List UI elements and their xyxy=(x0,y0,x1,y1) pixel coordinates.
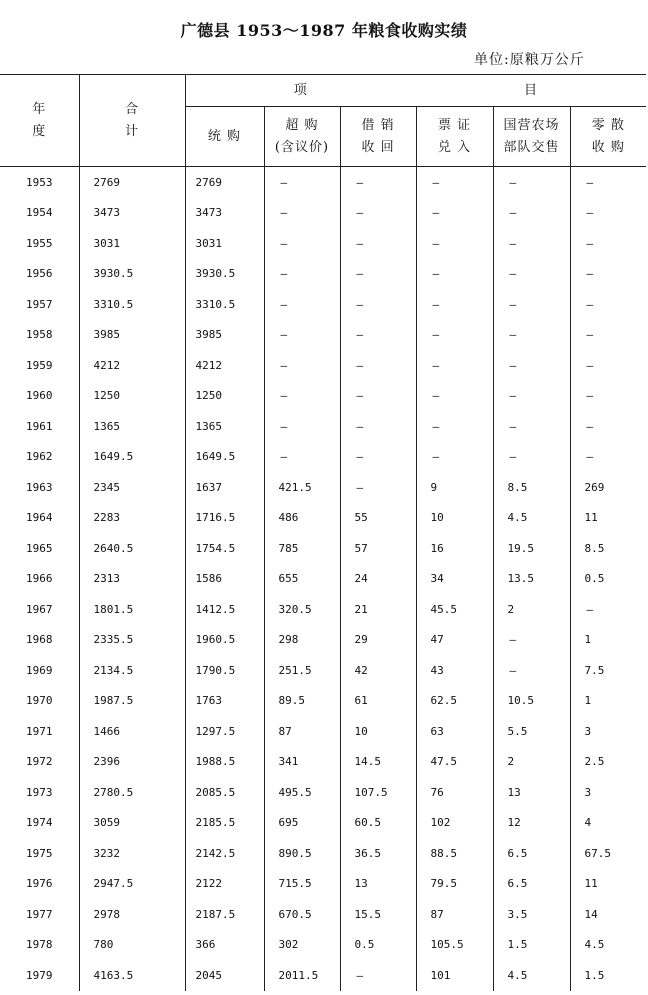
cell-piaozheng: 34 xyxy=(416,564,493,595)
cell-chaogou: 251.5 xyxy=(264,655,340,686)
cell-jiexiao: 57 xyxy=(340,533,416,564)
table-row xyxy=(0,198,646,229)
cell-tonggou: 1637 xyxy=(185,472,264,503)
cell-guoying: 8.5 xyxy=(493,472,570,503)
cell-jiexiao: — xyxy=(340,472,416,503)
cell-piaozheng: 62.5 xyxy=(416,686,493,717)
cell-total: 3232 xyxy=(79,838,185,869)
cell-year: 1974 xyxy=(26,816,53,830)
cell-lingsan: 14 xyxy=(570,899,646,930)
cell-tonggou: 1960.5 xyxy=(185,625,264,656)
cell-total: 1801.5 xyxy=(79,594,185,625)
cell-chaogou: 655 xyxy=(264,564,340,595)
cell-chaogou: 89.5 xyxy=(264,686,340,717)
cell-piaozheng: — xyxy=(416,167,493,198)
cell-total: 2283 xyxy=(79,503,185,534)
table-row xyxy=(0,869,646,900)
cell-guoying: 4.5 xyxy=(493,503,570,534)
cell-jiexiao: — xyxy=(340,350,416,381)
cell-total: 3985 xyxy=(79,320,185,351)
cell-year: 1960 xyxy=(26,389,53,403)
table-row xyxy=(0,747,646,778)
cell-piaozheng: 87 xyxy=(416,899,493,930)
cell-tonggou: 1365 xyxy=(185,411,264,442)
cell-year: 1955 xyxy=(26,236,53,250)
cell-lingsan: 11 xyxy=(570,503,646,534)
cell-tonggou: 3310.5 xyxy=(185,289,264,320)
cell-jiexiao: — xyxy=(340,320,416,351)
cell-piaozheng: 45.5 xyxy=(416,594,493,625)
cell-year: 1969 xyxy=(26,663,53,677)
cell-chaogou: — xyxy=(264,320,340,351)
cell-lingsan: 269 xyxy=(570,472,646,503)
table-row xyxy=(0,442,646,473)
cell-guoying: 5.5 xyxy=(493,716,570,747)
table-row xyxy=(0,899,646,930)
cell-piaozheng: 43 xyxy=(416,655,493,686)
cell-chaogou: — xyxy=(264,381,340,412)
cell-lingsan: 11 xyxy=(570,869,646,900)
cell-chaogou: 695 xyxy=(264,808,340,839)
table-row xyxy=(0,960,646,991)
cell-jiexiao: 13 xyxy=(340,869,416,900)
cell-year: 1957 xyxy=(26,297,53,311)
cell-year: 1967 xyxy=(26,602,53,616)
cell-year: 1963 xyxy=(26,480,53,494)
cell-tonggou: 2769 xyxy=(185,167,264,198)
cell-total: 1649.5 xyxy=(79,442,185,473)
cell-lingsan: — xyxy=(570,228,646,259)
cell-lingsan: 3 xyxy=(570,716,646,747)
cell-lingsan: — xyxy=(570,594,646,625)
cell-year: 1953 xyxy=(26,175,53,189)
cell-piaozheng: — xyxy=(416,198,493,229)
cell-year: 1971 xyxy=(26,724,53,738)
cell-lingsan: — xyxy=(570,350,646,381)
cell-piaozheng: — xyxy=(416,228,493,259)
cell-lingsan: — xyxy=(570,411,646,442)
table-row xyxy=(0,167,646,198)
cell-piaozheng: 105.5 xyxy=(416,930,493,961)
cell-year: 1970 xyxy=(26,694,53,708)
unit-label: 单位:原粮万公斤 xyxy=(474,52,585,68)
cell-jiexiao: 42 xyxy=(340,655,416,686)
cell-jiexiao: — xyxy=(340,411,416,442)
cell-tonggou: 1988.5 xyxy=(185,747,264,778)
cell-total: 1365 xyxy=(79,411,185,442)
cell-lingsan: 1.5 xyxy=(570,960,646,991)
cell-tonggou: 1790.5 xyxy=(185,655,264,686)
cell-year: 1972 xyxy=(26,755,53,769)
cell-chaogou: 298 xyxy=(264,625,340,656)
cell-jiexiao: 29 xyxy=(340,625,416,656)
cell-total: 3059 xyxy=(79,808,185,839)
cell-total: 2335.5 xyxy=(79,625,185,656)
cell-lingsan: 1 xyxy=(570,686,646,717)
cell-guoying: — xyxy=(493,411,570,442)
cell-jiexiao: 55 xyxy=(340,503,416,534)
cell-chaogou: 320.5 xyxy=(264,594,340,625)
cell-chaogou: — xyxy=(264,228,340,259)
cell-piaozheng: 76 xyxy=(416,777,493,808)
cell-chaogou: — xyxy=(264,411,340,442)
cell-piaozheng: 102 xyxy=(416,808,493,839)
table-row xyxy=(0,808,646,839)
cell-total: 3473 xyxy=(79,198,185,229)
cell-total: 2947.5 xyxy=(79,869,185,900)
cell-tonggou: 1754.5 xyxy=(185,533,264,564)
cell-year: 1964 xyxy=(26,511,53,525)
header-group-left: 项 xyxy=(185,75,416,107)
cell-total: 780 xyxy=(79,930,185,961)
cell-jiexiao: 10 xyxy=(340,716,416,747)
cell-lingsan: — xyxy=(570,259,646,290)
cell-year: 1965 xyxy=(26,541,53,555)
cell-lingsan: 0.5 xyxy=(570,564,646,595)
cell-total: 2134.5 xyxy=(79,655,185,686)
cell-piaozheng: 88.5 xyxy=(416,838,493,869)
cell-jiexiao: — xyxy=(340,198,416,229)
cell-chaogou: 715.5 xyxy=(264,869,340,900)
cell-jiexiao: — xyxy=(340,167,416,198)
cell-piaozheng: — xyxy=(416,289,493,320)
cell-guoying: 2 xyxy=(493,594,570,625)
cell-chaogou: 495.5 xyxy=(264,777,340,808)
cell-guoying: 19.5 xyxy=(493,533,570,564)
table-row xyxy=(0,381,646,412)
cell-chaogou: 302 xyxy=(264,930,340,961)
table-row xyxy=(0,625,646,656)
cell-piaozheng: — xyxy=(416,442,493,473)
cell-guoying: 4.5 xyxy=(493,960,570,991)
cell-guoying: 2 xyxy=(493,747,570,778)
cell-lingsan: — xyxy=(570,442,646,473)
cell-guoying: — xyxy=(493,350,570,381)
cell-piaozheng: 10 xyxy=(416,503,493,534)
cell-lingsan: — xyxy=(570,320,646,351)
table-row xyxy=(0,777,646,808)
cell-total: 2780.5 xyxy=(79,777,185,808)
cell-guoying: — xyxy=(493,655,570,686)
cell-lingsan: 67.5 xyxy=(570,838,646,869)
cell-lingsan: 1 xyxy=(570,625,646,656)
cell-year: 1976 xyxy=(26,877,53,891)
cell-chaogou: 2011.5 xyxy=(264,960,340,991)
cell-lingsan: 4 xyxy=(570,808,646,839)
table-row xyxy=(0,838,646,869)
cell-chaogou: 890.5 xyxy=(264,838,340,869)
header-jiexiao: 借 销 收 回 xyxy=(340,107,416,167)
cell-chaogou: — xyxy=(264,350,340,381)
cell-guoying: — xyxy=(493,320,570,351)
cell-tonggou: 2122 xyxy=(185,869,264,900)
header-group-right: 目 xyxy=(416,75,646,107)
cell-chaogou: — xyxy=(264,259,340,290)
cell-jiexiao: 0.5 xyxy=(340,930,416,961)
cell-piaozheng: — xyxy=(416,381,493,412)
cell-year: 1977 xyxy=(26,907,53,921)
cell-year: 1959 xyxy=(26,358,53,372)
cell-total: 1987.5 xyxy=(79,686,185,717)
cell-total: 3310.5 xyxy=(79,289,185,320)
cell-total: 3031 xyxy=(79,228,185,259)
cell-jiexiao: — xyxy=(340,228,416,259)
table-row xyxy=(0,320,646,351)
cell-tonggou: 1412.5 xyxy=(185,594,264,625)
cell-guoying: 13.5 xyxy=(493,564,570,595)
cell-piaozheng: 16 xyxy=(416,533,493,564)
cell-guoying: — xyxy=(493,381,570,412)
cell-jiexiao: 61 xyxy=(340,686,416,717)
cell-piaozheng: — xyxy=(416,350,493,381)
cell-tonggou: 2085.5 xyxy=(185,777,264,808)
table-row xyxy=(0,503,646,534)
cell-chaogou: 670.5 xyxy=(264,899,340,930)
cell-piaozheng: 79.5 xyxy=(416,869,493,900)
cell-chaogou: 87 xyxy=(264,716,340,747)
cell-tonggou: 3473 xyxy=(185,198,264,229)
table-row xyxy=(0,930,646,961)
cell-chaogou: 421.5 xyxy=(264,472,340,503)
cell-lingsan: 4.5 xyxy=(570,930,646,961)
cell-tonggou: 3985 xyxy=(185,320,264,351)
cell-chaogou: — xyxy=(264,289,340,320)
cell-jiexiao: 107.5 xyxy=(340,777,416,808)
cell-year: 1962 xyxy=(26,450,53,464)
cell-jiexiao: 14.5 xyxy=(340,747,416,778)
cell-chaogou: 341 xyxy=(264,747,340,778)
cell-jiexiao: 15.5 xyxy=(340,899,416,930)
cell-lingsan: 2.5 xyxy=(570,747,646,778)
cell-jiexiao: — xyxy=(340,259,416,290)
cell-chaogou: — xyxy=(264,442,340,473)
cell-total: 1466 xyxy=(79,716,185,747)
table-row xyxy=(0,533,646,564)
cell-chaogou: 785 xyxy=(264,533,340,564)
cell-guoying: — xyxy=(493,625,570,656)
cell-year: 1973 xyxy=(26,785,53,799)
cell-tonggou: 1763 xyxy=(185,686,264,717)
cell-total: 4212 xyxy=(79,350,185,381)
cell-jiexiao: — xyxy=(340,442,416,473)
cell-jiexiao: 60.5 xyxy=(340,808,416,839)
table-row xyxy=(0,228,646,259)
cell-tonggou: 3930.5 xyxy=(185,259,264,290)
cell-guoying: — xyxy=(493,289,570,320)
cell-year: 1961 xyxy=(26,419,53,433)
header-chaogou: 超 购 (含议价) xyxy=(264,107,340,167)
cell-total: 2313 xyxy=(79,564,185,595)
cell-tonggou: 1586 xyxy=(185,564,264,595)
cell-guoying: 10.5 xyxy=(493,686,570,717)
grain-purchase-table xyxy=(0,74,646,991)
cell-piaozheng: — xyxy=(416,411,493,442)
header-year: 年 度 xyxy=(0,75,79,167)
cell-guoying: 12 xyxy=(493,808,570,839)
cell-year: 1979 xyxy=(26,968,53,982)
cell-tonggou: 2187.5 xyxy=(185,899,264,930)
cell-jiexiao: — xyxy=(340,960,416,991)
table-row xyxy=(0,716,646,747)
cell-guoying: — xyxy=(493,228,570,259)
cell-lingsan: 7.5 xyxy=(570,655,646,686)
cell-tonggou: 2142.5 xyxy=(185,838,264,869)
cell-lingsan: 8.5 xyxy=(570,533,646,564)
cell-total: 2345 xyxy=(79,472,185,503)
cell-year: 1975 xyxy=(26,846,53,860)
cell-guoying: — xyxy=(493,167,570,198)
header-total: 合 计 xyxy=(79,75,185,167)
cell-tonggou: 366 xyxy=(185,930,264,961)
cell-total: 2978 xyxy=(79,899,185,930)
cell-total: 3930.5 xyxy=(79,259,185,290)
cell-tonggou: 1649.5 xyxy=(185,442,264,473)
cell-jiexiao: 24 xyxy=(340,564,416,595)
cell-piaozheng: — xyxy=(416,259,493,290)
table-row xyxy=(0,686,646,717)
table-row xyxy=(0,564,646,595)
cell-year: 1966 xyxy=(26,572,53,586)
cell-piaozheng: 47.5 xyxy=(416,747,493,778)
header-piaozheng: 票 证 兑 入 xyxy=(416,107,493,167)
cell-year: 1956 xyxy=(26,267,53,281)
cell-lingsan: — xyxy=(570,167,646,198)
table-row xyxy=(0,350,646,381)
table-row xyxy=(0,472,646,503)
cell-guoying: 6.5 xyxy=(493,869,570,900)
cell-jiexiao: 36.5 xyxy=(340,838,416,869)
cell-guoying: 3.5 xyxy=(493,899,570,930)
cell-tonggou: 2185.5 xyxy=(185,808,264,839)
cell-total: 2396 xyxy=(79,747,185,778)
cell-lingsan: — xyxy=(570,289,646,320)
cell-lingsan: — xyxy=(570,198,646,229)
cell-guoying: — xyxy=(493,259,570,290)
cell-guoying: — xyxy=(493,442,570,473)
header-guoying: 国营农场 部队交售 xyxy=(493,107,570,167)
cell-tonggou: 1297.5 xyxy=(185,716,264,747)
cell-jiexiao: — xyxy=(340,381,416,412)
cell-year: 1978 xyxy=(26,938,53,952)
cell-piaozheng: — xyxy=(416,320,493,351)
table-row xyxy=(0,259,646,290)
cell-year: 1958 xyxy=(26,328,53,342)
header-lingsan: 零 散 收 购 xyxy=(570,107,646,167)
cell-tonggou: 1716.5 xyxy=(185,503,264,534)
cell-guoying: 1.5 xyxy=(493,930,570,961)
cell-tonggou: 2045 xyxy=(185,960,264,991)
cell-guoying: 6.5 xyxy=(493,838,570,869)
table-row xyxy=(0,655,646,686)
cell-year: 1968 xyxy=(26,633,53,647)
cell-piaozheng: 47 xyxy=(416,625,493,656)
cell-jiexiao: 21 xyxy=(340,594,416,625)
cell-tonggou: 1250 xyxy=(185,381,264,412)
table-title: 广德县 1953～1987 年粮食收购实绩 xyxy=(180,21,468,40)
header-tonggou: 统 购 xyxy=(185,107,264,167)
cell-chaogou: — xyxy=(264,198,340,229)
cell-piaozheng: 9 xyxy=(416,472,493,503)
cell-lingsan: — xyxy=(570,381,646,412)
cell-guoying: 13 xyxy=(493,777,570,808)
cell-lingsan: 3 xyxy=(570,777,646,808)
cell-total: 2640.5 xyxy=(79,533,185,564)
cell-tonggou: 4212 xyxy=(185,350,264,381)
cell-total: 2769 xyxy=(79,167,185,198)
table-row xyxy=(0,289,646,320)
cell-piaozheng: 63 xyxy=(416,716,493,747)
cell-jiexiao: — xyxy=(340,289,416,320)
cell-total: 1250 xyxy=(79,381,185,412)
table-body xyxy=(0,167,646,991)
table-row xyxy=(0,594,646,625)
cell-chaogou: 486 xyxy=(264,503,340,534)
cell-tonggou: 3031 xyxy=(185,228,264,259)
cell-total: 4163.5 xyxy=(79,960,185,991)
cell-guoying: — xyxy=(493,198,570,229)
cell-year: 1954 xyxy=(26,206,53,220)
table-row xyxy=(0,411,646,442)
cell-chaogou: — xyxy=(264,167,340,198)
cell-piaozheng: 101 xyxy=(416,960,493,991)
